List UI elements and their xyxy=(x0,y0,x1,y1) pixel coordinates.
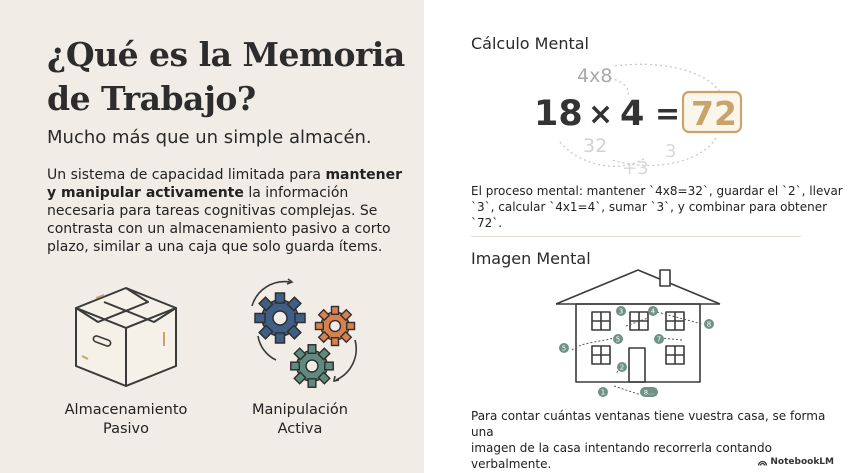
gears-icon xyxy=(240,276,370,396)
section-divider xyxy=(471,236,801,237)
calculation-graphic xyxy=(520,56,780,178)
imagen-title: Imagen Mental xyxy=(471,249,591,268)
result-72: 72 xyxy=(691,94,737,133)
house-label-2: 2 xyxy=(619,363,625,372)
gears-caption-line-2: Activa xyxy=(277,421,323,437)
house-label-8: 8 xyxy=(706,320,712,329)
house-label-7: 7 xyxy=(656,335,662,344)
house-label-5a: 5 xyxy=(561,344,567,353)
description-part-1: Un sistema de capacidad limitada para xyxy=(47,167,326,183)
calculo-title: Cálculo Mental xyxy=(471,34,589,53)
brand-name: NotebookLM xyxy=(770,457,834,467)
operand-18: 18 xyxy=(534,94,583,134)
imagen-desc-line-2: imagen de la casa intentando recorrerla contando verbalmente. xyxy=(471,441,772,471)
operand-4: 4 xyxy=(620,94,645,134)
box-caption-line-2: Pasivo xyxy=(102,421,149,437)
description-bold: mantener y manipular activamente xyxy=(47,167,403,201)
gears-caption-line-1: Manipulación xyxy=(252,402,348,418)
title-line-2: de Trabajo? xyxy=(47,79,256,118)
faded-4x8: 4x8 xyxy=(577,65,613,87)
faded-32: 32 xyxy=(583,135,608,157)
equals-sign: = xyxy=(655,97,681,132)
house-icon xyxy=(552,266,724,402)
description-part-2: la información necesaria para tareas cognitivas complejas. Se contrasta con un almacenamiento pasivo a corto plazo, similar a una caja que solo guarda ítems. xyxy=(47,185,391,255)
faded-plus-3: +3 xyxy=(622,158,649,178)
house-label-1: 1 xyxy=(600,388,606,397)
calculo-description xyxy=(471,183,848,231)
description xyxy=(47,166,407,256)
title-line-1: ¿Qué es la Memoria xyxy=(47,35,405,74)
notebooklm-logo-icon xyxy=(758,458,767,466)
box-icon xyxy=(68,280,184,392)
box-caption-line-1: Almacenamiento xyxy=(64,402,188,418)
house-label-3: 3 xyxy=(618,307,624,316)
gears-caption xyxy=(230,401,370,439)
calculo-desc-line-2: `3`, calcular `4x1=4`, sumar `3`, y combinar para obtener `72`. xyxy=(471,200,828,230)
box-caption xyxy=(56,401,196,439)
operator-times: × xyxy=(588,97,614,132)
imagen-desc-line-1: Para contar cuántas ventanas tiene vuestra casa, se forma una xyxy=(471,409,826,439)
house-label-4: 4 xyxy=(650,307,656,316)
faded-3: 3 xyxy=(665,141,677,162)
house-label-8-more: 8... xyxy=(643,388,655,397)
brand-watermark xyxy=(758,457,834,467)
house-label-5b: 5 xyxy=(615,335,621,344)
subtitle: Mucho más que un simple almacén. xyxy=(47,127,372,148)
page-title xyxy=(47,33,407,121)
calculo-desc-line-1: El proceso mental: mantener `4x8=32`, guardar el `2`, llevar xyxy=(471,184,843,198)
